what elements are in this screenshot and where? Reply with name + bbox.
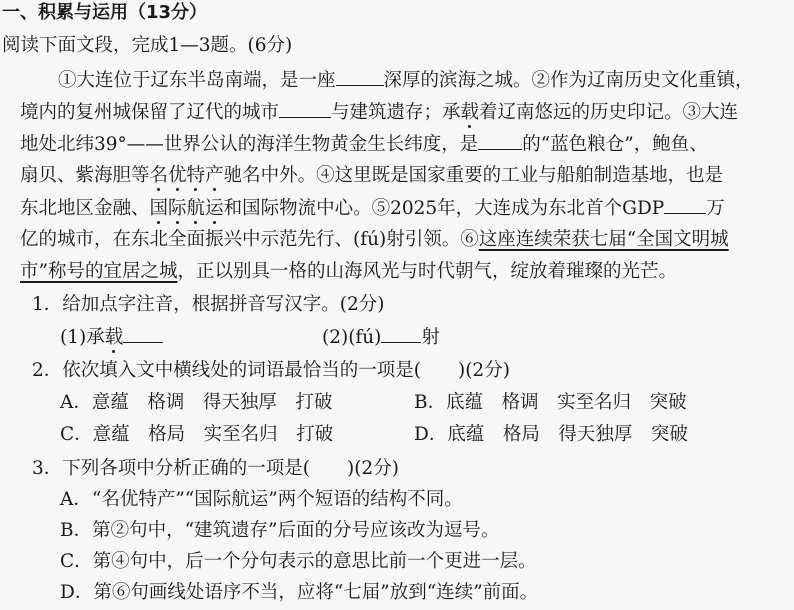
question-3-option-a[interactable]: A．“名优特产”“国际航运”两个短语的结构不同。	[60, 489, 463, 510]
question-1-part-b-label: (2)(fú)	[322, 327, 382, 348]
passage-line-3	[20, 131, 708, 158]
question-3-option-c[interactable]: C．第④句中，后一个分句表示的意思比前一个更进一层。	[60, 551, 537, 572]
passage-text: 万	[706, 198, 725, 219]
answer-blank[interactable]	[381, 324, 421, 343]
question-3-option-b[interactable]: B．第②句中，“建筑遗存”后面的分号应该改为逗号。	[60, 520, 500, 541]
dotted-character: 产	[205, 165, 224, 186]
passage-text: 东北地区金融、	[20, 198, 150, 219]
question-2-option-c[interactable]: C．意蕴 格局 实至名归 打破	[60, 424, 334, 445]
question-3-stem: 3．下列各项中分析正确的一项是( )(2分)	[32, 458, 399, 479]
question-2-stem: 2．依次填入文中横线处的词语最恰当的一项是( )(2分)	[32, 360, 510, 381]
passage-line-1	[58, 67, 754, 94]
passage-line-5	[20, 195, 725, 222]
dotted-character: 国	[149, 198, 169, 219]
passage-text: ①大连位于辽东半岛南端，是一座	[58, 70, 336, 91]
passage-text: 地处北纬39°——世界公认的海洋生物黄金生长纬度，是	[20, 134, 479, 155]
blank-1	[336, 67, 384, 86]
blank-3	[478, 131, 522, 150]
passage-text: 与建筑遗存；承	[331, 102, 461, 123]
dotted-character: 优	[168, 165, 187, 186]
question-3-option-d[interactable]: D．第⑥句画线处语序不当，应将“七届”放到“连续”前面。	[60, 582, 539, 603]
passage-line-7	[20, 259, 677, 285]
passage-line-6	[20, 227, 729, 253]
passage-text: 扇贝、紫海胆等	[20, 165, 150, 186]
blank-2	[279, 99, 331, 118]
question-1-part-b	[322, 324, 440, 351]
question-1-part-b-tail: 射	[421, 327, 440, 348]
question-1-part-a-label: (1)承	[60, 327, 105, 348]
passage-text: 深厚的滨海之城。②作为辽南历史文化重镇，	[383, 70, 754, 91]
question-1-part-a	[60, 324, 163, 351]
question-2-option-a[interactable]: A．意蕴 格调 得天独厚 打破	[60, 392, 333, 413]
passage-text: 境内的复州城保留了辽代的城市	[20, 102, 280, 123]
dotted-character: 名	[149, 165, 169, 186]
dotted-character: 航	[186, 198, 206, 219]
dotted-character: 运	[205, 198, 224, 219]
passage-text: ，正以别具一格的山海风光与时代朝气，绽放着璀璨的光芒。	[177, 261, 677, 282]
passage-text: 亿的城市，在东北全面振兴中示范先行、(fú)射引领。⑥	[20, 229, 479, 250]
instructions: 阅读下面文段，完成1—3题。(6分)	[2, 35, 293, 56]
dotted-character: 际	[168, 198, 187, 219]
blank-4	[664, 195, 706, 214]
passage-text: 着辽南悠远的历史印记。③大连	[479, 102, 739, 123]
question-2-option-b[interactable]: B．底蕴 格调 实至名归 突破	[414, 392, 687, 413]
passage-line-4	[20, 163, 723, 189]
question-2-option-d[interactable]: D．底蕴 格局 得天独厚 突破	[414, 424, 688, 445]
answer-blank[interactable]	[123, 324, 163, 343]
passage-text: 的“蓝色粮仓”，鲍鱼、	[522, 134, 708, 155]
dotted-character: 载	[460, 102, 480, 123]
dotted-character: 载	[104, 327, 124, 348]
passage-line-2	[20, 99, 738, 126]
question-1-stem: 1．给加点字注音，根据拼音写汉字。(2分)	[32, 294, 385, 315]
underlined-sentence: 市”称号的宜居之城	[20, 261, 178, 282]
section-title: 一、积累与运用（13分）	[2, 2, 208, 23]
dotted-character: 特	[186, 165, 206, 186]
passage-text: 和国际物流中心。⑤2025年，大连成为东北首个GDP	[223, 198, 665, 219]
underlined-sentence: 这座连续荣获七届“全国文明城	[478, 229, 729, 250]
passage-text: 驰名中外。④这里既是国家重要的工业与船舶制造基地，也是	[223, 165, 724, 186]
